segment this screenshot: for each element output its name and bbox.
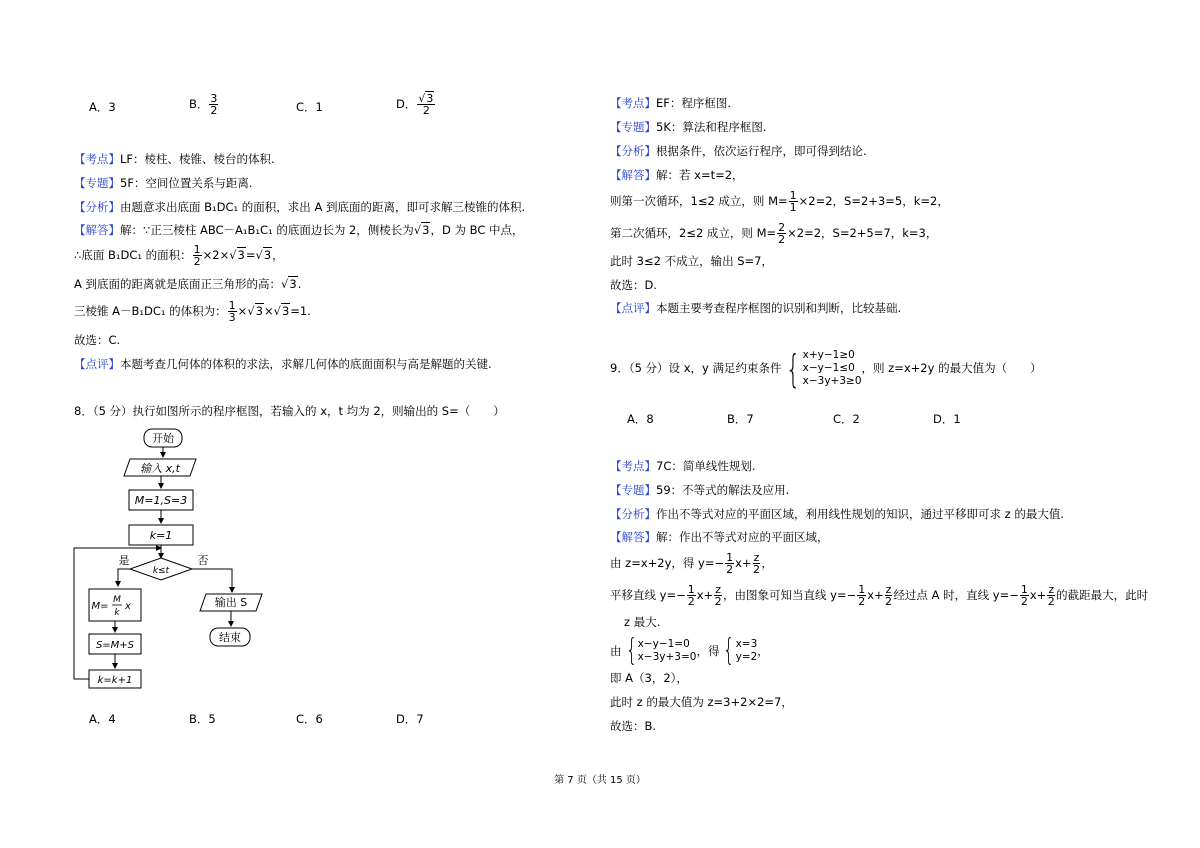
q8-option-b: B．5 bbox=[189, 712, 216, 726]
q7-jieda-line4: 三棱锥 A－B₁DC₁ 的体积为： $\frac{1}{3}$ ×√3×√3=1. bbox=[74, 299, 311, 324]
q8-jieda: 【解答】解：若 x=t=2， bbox=[610, 168, 744, 182]
flow-init-label: M=1,S=3 bbox=[134, 494, 188, 507]
q8-loop2: 第二次循环，2≤2 成立，则 M= $\frac{2}{2}$ ×2=2，S=2+5=7，k=3， bbox=[610, 221, 938, 246]
q8-dianping: 【点评】本题主要考查程序框图的识别和判断，比较基础. bbox=[610, 301, 902, 315]
flow-no-label: 否 bbox=[197, 554, 209, 567]
flow-yes-label: 是 bbox=[118, 554, 130, 567]
q9-jieda: 【解答】解：作出不等式对应的平面区域， bbox=[610, 530, 829, 544]
q7-zhuanti: 【专题】5F：空间位置关系与距离. bbox=[74, 176, 253, 190]
q9-option-b: B．7 bbox=[727, 412, 754, 426]
flow-assign-m-post: x bbox=[125, 601, 131, 612]
q9-kaodian: 【考点】7C：简单线性规划. bbox=[610, 459, 756, 473]
q8-loop3: 此时 3≤2 不成立，输出 S=7， bbox=[610, 254, 773, 268]
q9-constraint-2: x−y−1≤0 bbox=[802, 362, 855, 374]
q8-loop1: 则第一次循环，1≤2 成立，则 M= $\frac{1}{1}$ ×2=2，S=2+3=5，k=2， bbox=[610, 189, 949, 214]
q9-zhuanti: 【专题】59：不等式的解法及应用. bbox=[610, 483, 790, 497]
q7-option-c: C．1 bbox=[296, 100, 323, 114]
q9-constraint-1: x+y−1≥0 bbox=[802, 349, 855, 361]
q9-step2: 平移直线 y=− $\frac{1}{2}$ x+ $\frac{z}{2}$ ，由图象可知当直线 y=− $\frac{1}{2}$ x+ $\frac{z}{2}$ 经过点 A 时，直线 y=− $\frac{1}{2}$ x+ $\frac{z}{2}$ 的截距最大，此时 bbox=[610, 583, 1149, 608]
q7-fenxi: 【分析】由题意求出底面 B₁DC₁ 的面积，求出 A 到底面的距离，即可求解三棱锥的体积. bbox=[74, 200, 526, 214]
q8-fenxi: 【分析】根据条件，依次运行程序，即可得到结论. bbox=[610, 144, 867, 158]
flow-assign-m-num: M bbox=[113, 595, 121, 605]
q9-constraint-3: x−3y+3≥0 bbox=[802, 375, 862, 387]
q7-dianping: 【点评】本题考查几何体的体积的求法，求解几何体的底面面积与高是解题的关键. bbox=[74, 357, 492, 371]
q9-step4: 由 { x−y−1=0 x−3y+3=0 ，得 { x=3 y=2 ， bbox=[610, 633, 769, 668]
flow-assign-s-label: S=M+S bbox=[95, 640, 135, 651]
flow-assign-m-den: k bbox=[114, 608, 120, 618]
q8-kaodian: 【考点】EF：程序框图. bbox=[610, 96, 732, 110]
flow-increment-label: k=k+1 bbox=[97, 675, 133, 686]
q9-step3: z 最大. bbox=[624, 615, 661, 629]
flow-end-label: 结束 bbox=[219, 631, 241, 644]
q9-option-c: C．2 bbox=[833, 412, 860, 426]
page-footer: 第 7 页（共 15 页） bbox=[554, 775, 646, 786]
q7-kaodian: 【考点】LF：棱柱、棱锥、棱台的体积. bbox=[74, 152, 275, 166]
q8-option-d: D．7 bbox=[396, 712, 424, 726]
q7-guxuan: 故选：C. bbox=[74, 333, 121, 347]
q7-option-b-fraction: $\frac{3}{2}$ bbox=[210, 92, 218, 117]
q7-option-b bbox=[189, 93, 219, 116]
q7-jieda-line3: A 到底面的距离就是底面正三角形的高：√3. bbox=[74, 277, 302, 291]
q9-step1: 由 z=x+2y，得 y=− $\frac{1}{2}$ x+ $\frac{z}{2}$ ， bbox=[610, 551, 773, 576]
q8-stem: 8．（5 分）执行如图所示的程序框图，若输入的 x，t 均为 2，则输出的 S=（ ） bbox=[74, 404, 505, 418]
q7-option-d bbox=[396, 93, 436, 116]
q7-option-b-label: B． bbox=[189, 97, 209, 111]
q8-zhuanti: 【专题】5K：算法和程序框图. bbox=[610, 120, 767, 134]
q8-option-a: A．4 bbox=[89, 712, 116, 726]
flow-input-label: 输入 x,t bbox=[140, 462, 180, 475]
flow-output-label: 输出 S bbox=[214, 596, 248, 609]
q7-jieda-line1: 【解答】解：∵正三棱柱 ABC－A₁B₁C₁ 的底面边长为 2，侧棱长为√3，D 为 BC 中点， bbox=[74, 223, 524, 237]
q7-option-d-fraction: $\frac{√3}{2}$ bbox=[418, 92, 434, 117]
q9-step6: 此时 z 的最大值为 z=3+2×2=7， bbox=[610, 695, 793, 709]
flow-start-label: 开始 bbox=[152, 432, 174, 445]
q9-guxuan: 故选：B. bbox=[610, 719, 657, 733]
q7-option-d-label: D． bbox=[396, 97, 417, 111]
flow-assign-m-prefix: M= bbox=[91, 601, 109, 612]
q9-stem: 9．（5 分）设 x，y 满足约束条件 { x+y−1≥0 x−y−1≤0 x−3y+3≥0 ，则 z=x+2y 的最大值为（ ） bbox=[610, 346, 1042, 391]
q7-jieda-line2: ∴底面 B₁DC₁ 的面积： $\frac{1}{2}$ ×2×√3=√3， bbox=[74, 243, 284, 268]
q8-option-c: C．6 bbox=[296, 712, 323, 726]
flowchart bbox=[70, 424, 270, 704]
flow-kinit-label: k=1 bbox=[149, 529, 173, 542]
q9-option-d: D．1 bbox=[933, 412, 961, 426]
q9-fenxi: 【分析】作出不等式对应的平面区域，利用线性规划的知识，通过平移即可求 z 的最大值. bbox=[610, 507, 1064, 521]
q9-step5: 即 A（3，2）， bbox=[610, 671, 688, 685]
q7-option-a: A．3 bbox=[89, 100, 116, 114]
q9-option-a: A．8 bbox=[627, 412, 654, 426]
q8-guxuan: 故选：D. bbox=[610, 278, 658, 292]
flow-cond-label: k≤t bbox=[152, 566, 170, 576]
